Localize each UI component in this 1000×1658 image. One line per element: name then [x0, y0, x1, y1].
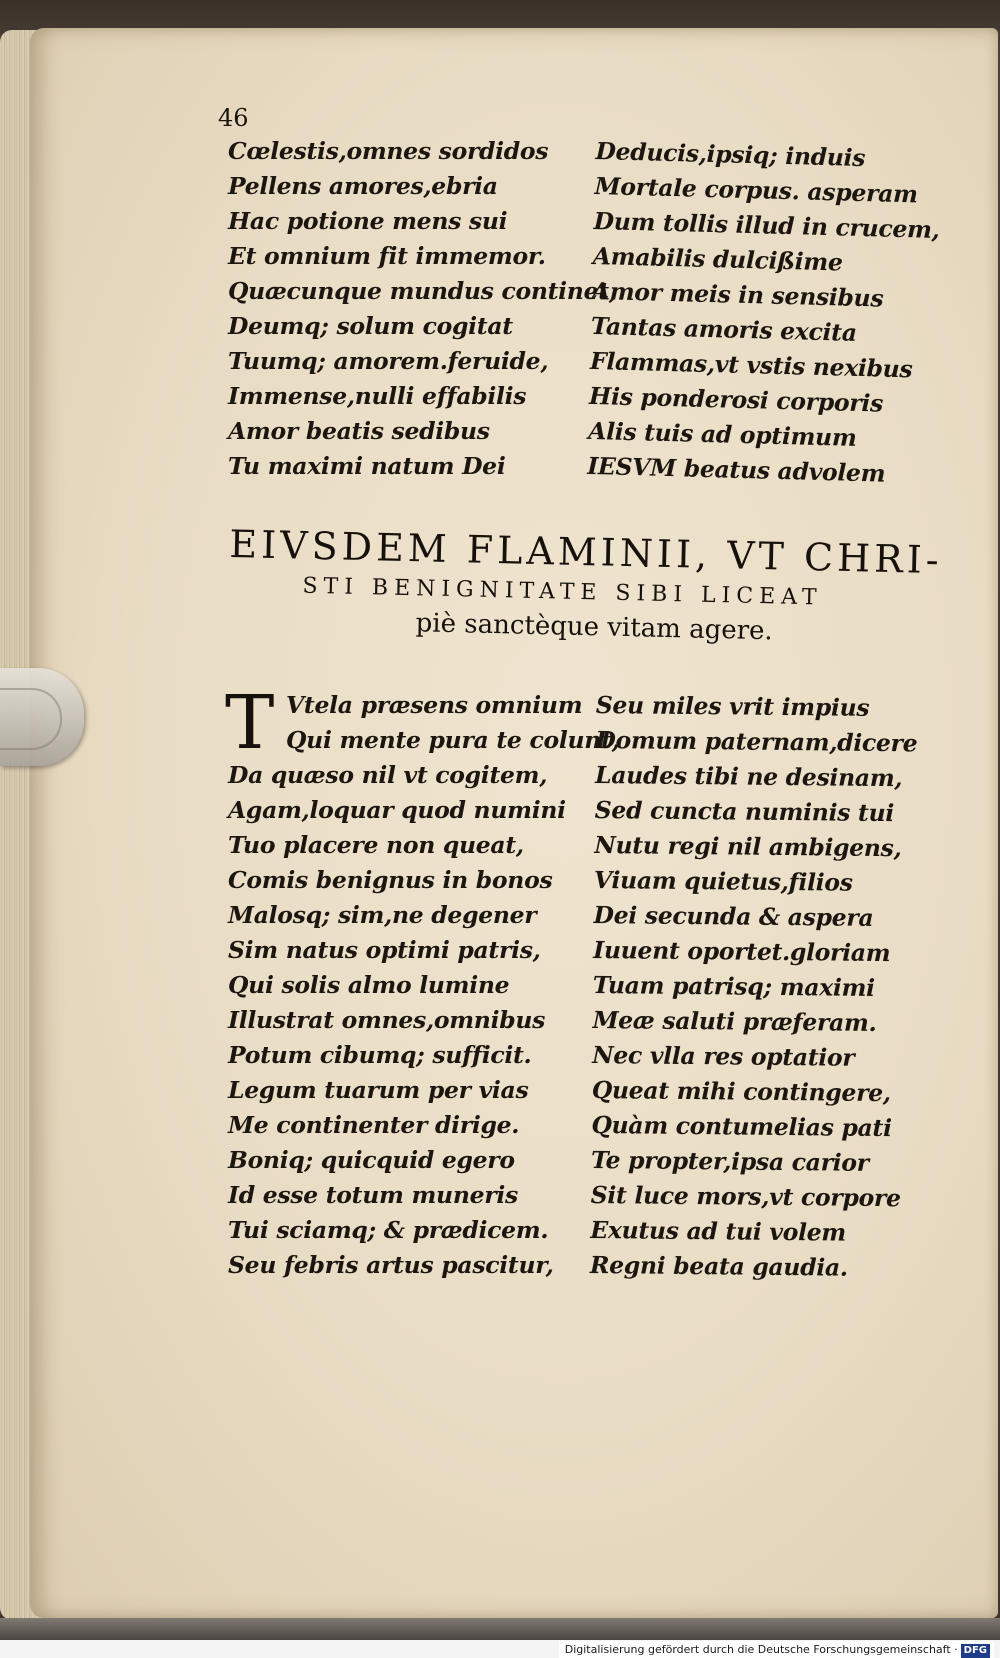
- page-clip: [0, 668, 84, 766]
- poem-two-right-line: Domum paternam,dicere: [595, 725, 918, 758]
- heading-line-2: STI BENIGNITATE SIBI LICEAT: [302, 573, 823, 611]
- poem-two-right-line: Queat mihi contingere,: [591, 1075, 891, 1108]
- poem-two-left-line: Comis benignus in bonos: [228, 866, 553, 894]
- page-bottom-edge: [0, 1618, 1000, 1640]
- poem-two-right-line: Meæ saluti præferam.: [592, 1005, 877, 1037]
- poem-one-right-line: Tantas amoris excita: [590, 311, 858, 347]
- poem-two-right-line: Exutus ad tui volem: [590, 1215, 847, 1247]
- poem-two-right-line: Regni beata gaudia.: [589, 1250, 848, 1282]
- poem-one-left-line: Hac potione mens sui: [228, 207, 508, 235]
- poem-two-right-line: Te propter,ipsa carior: [590, 1145, 870, 1177]
- poem-two-left-line: Tuo placere non queat,: [228, 831, 524, 859]
- poem-one-right-line: His ponderosi corporis: [588, 381, 884, 418]
- dfg-logo: DFG: [961, 1644, 990, 1658]
- heading-line-3: piè sanctèque vitam agere.: [415, 608, 774, 647]
- poem-heading: [227, 520, 949, 652]
- drop-cap: T: [225, 680, 275, 766]
- poem-two-right-line: Dei secunda & aspera: [593, 900, 874, 932]
- poem-one-right-line: Mortale corpus. asperam: [594, 171, 919, 209]
- poem-two-left-line: Qui solis almo lumine: [228, 971, 510, 999]
- poem-one-right-line: Flammas,vt vstis nexibus: [589, 346, 913, 384]
- page-number: 46: [218, 104, 249, 132]
- poem-two-left-line: Sim natus optimi patris,: [228, 936, 541, 964]
- poem-two-right-line: Sed cuncta numinis tui: [594, 795, 895, 828]
- poem-one-left-column: [228, 134, 617, 484]
- poem-two-left-line: Id esse totum muneris: [228, 1181, 518, 1209]
- poem-one-left-line: Tuumq; amorem.feruide,: [228, 347, 549, 375]
- poem-one-left-line: Pellens amores,ebria: [228, 172, 498, 200]
- poem-one-left-line: Et omnium fit immemor.: [228, 242, 546, 270]
- poem-two-left-line: Boniq; quicquid egero: [228, 1146, 515, 1174]
- poem-one-left-line: Cœlestis,omnes sordidos: [228, 137, 549, 165]
- poem-one-right-line: Amabilis dulcißime: [592, 241, 843, 277]
- poem-two-right-line: Tuam patrisq; maximi: [592, 970, 875, 1002]
- poem-one-right-line: Alis tuis ad optimum: [587, 416, 857, 452]
- credit-text: Digitalisierung gefördert durch die Deutsche Forschungsgemeinschaft ·: [564, 1643, 958, 1656]
- poem-two-right-line: Nec vlla res optatior: [592, 1040, 855, 1072]
- poem-one-left-line: Tu maximi natum Dei: [228, 452, 506, 480]
- poem-two-right-line: Iuuent oportet.gloriam: [593, 935, 891, 968]
- poem-two-left-line: Legum tuarum per vias: [228, 1076, 529, 1104]
- poem-two-right-line: Laudes tibi ne desinam,: [594, 760, 903, 793]
- poem-two-left-line: Me continenter dirige.: [228, 1111, 520, 1139]
- poem-one-right-column: [587, 134, 942, 493]
- heading-line-1: EIVSDEM FLAMINII, VT CHRI-: [228, 521, 944, 583]
- poem-two-left-line: Vtela præsens omnium: [286, 691, 583, 719]
- poem-one-left-line: Quæcunque mundus continet,: [228, 277, 617, 305]
- poem-two-right-line: Seu miles vrit impius: [595, 690, 870, 722]
- poem-two-left-line: Potum cibumq; sufficit.: [228, 1041, 532, 1069]
- poem-two-left-line: Qui mente pura te colunt,: [286, 726, 620, 754]
- poem-one-right-line: IESVM beatus advolem: [586, 451, 886, 488]
- poem-one-left-line: Deumq; solum cogitat: [228, 312, 513, 340]
- poem-two-left-line: Seu febris artus pascitur,: [228, 1251, 554, 1279]
- poem-two-left-line: Illustrat omnes,omnibus: [228, 1006, 546, 1034]
- digitization-credit: [559, 1641, 994, 1658]
- poem-two-right-line: Nutu regi nil ambigens,: [594, 830, 902, 863]
- poem-one-right-line: Dum tollis illud in crucem,: [593, 206, 940, 245]
- poem-one-left-line: Immense,nulli effabilis: [228, 382, 527, 410]
- poem-two-right-line: Viuam quietus,filios: [593, 865, 853, 897]
- poem-two-right-line: Sit luce mors,vt corpore: [590, 1180, 901, 1213]
- poem-two-left-line: Tui sciamq; & prædicem.: [228, 1216, 549, 1244]
- poem-two-left-column: [228, 688, 619, 1283]
- poem-two-left-line: Agam,loquar quod numini: [228, 796, 566, 824]
- poem-one-right-line: Deducis,ipsiq; induis: [595, 136, 866, 173]
- poem-two-left-line: Malosq; sim,ne degener: [228, 901, 537, 929]
- poem-one-right-line: Amor meis in sensibus: [591, 276, 884, 313]
- poem-two-right-column: [590, 688, 918, 1286]
- poem-one-left-line: Amor beatis sedibus: [228, 417, 490, 445]
- poem-two-left-line: Da quæso nil vt cogitem,: [228, 761, 548, 789]
- poem-two-right-line: Quàm contumelias pati: [591, 1110, 892, 1143]
